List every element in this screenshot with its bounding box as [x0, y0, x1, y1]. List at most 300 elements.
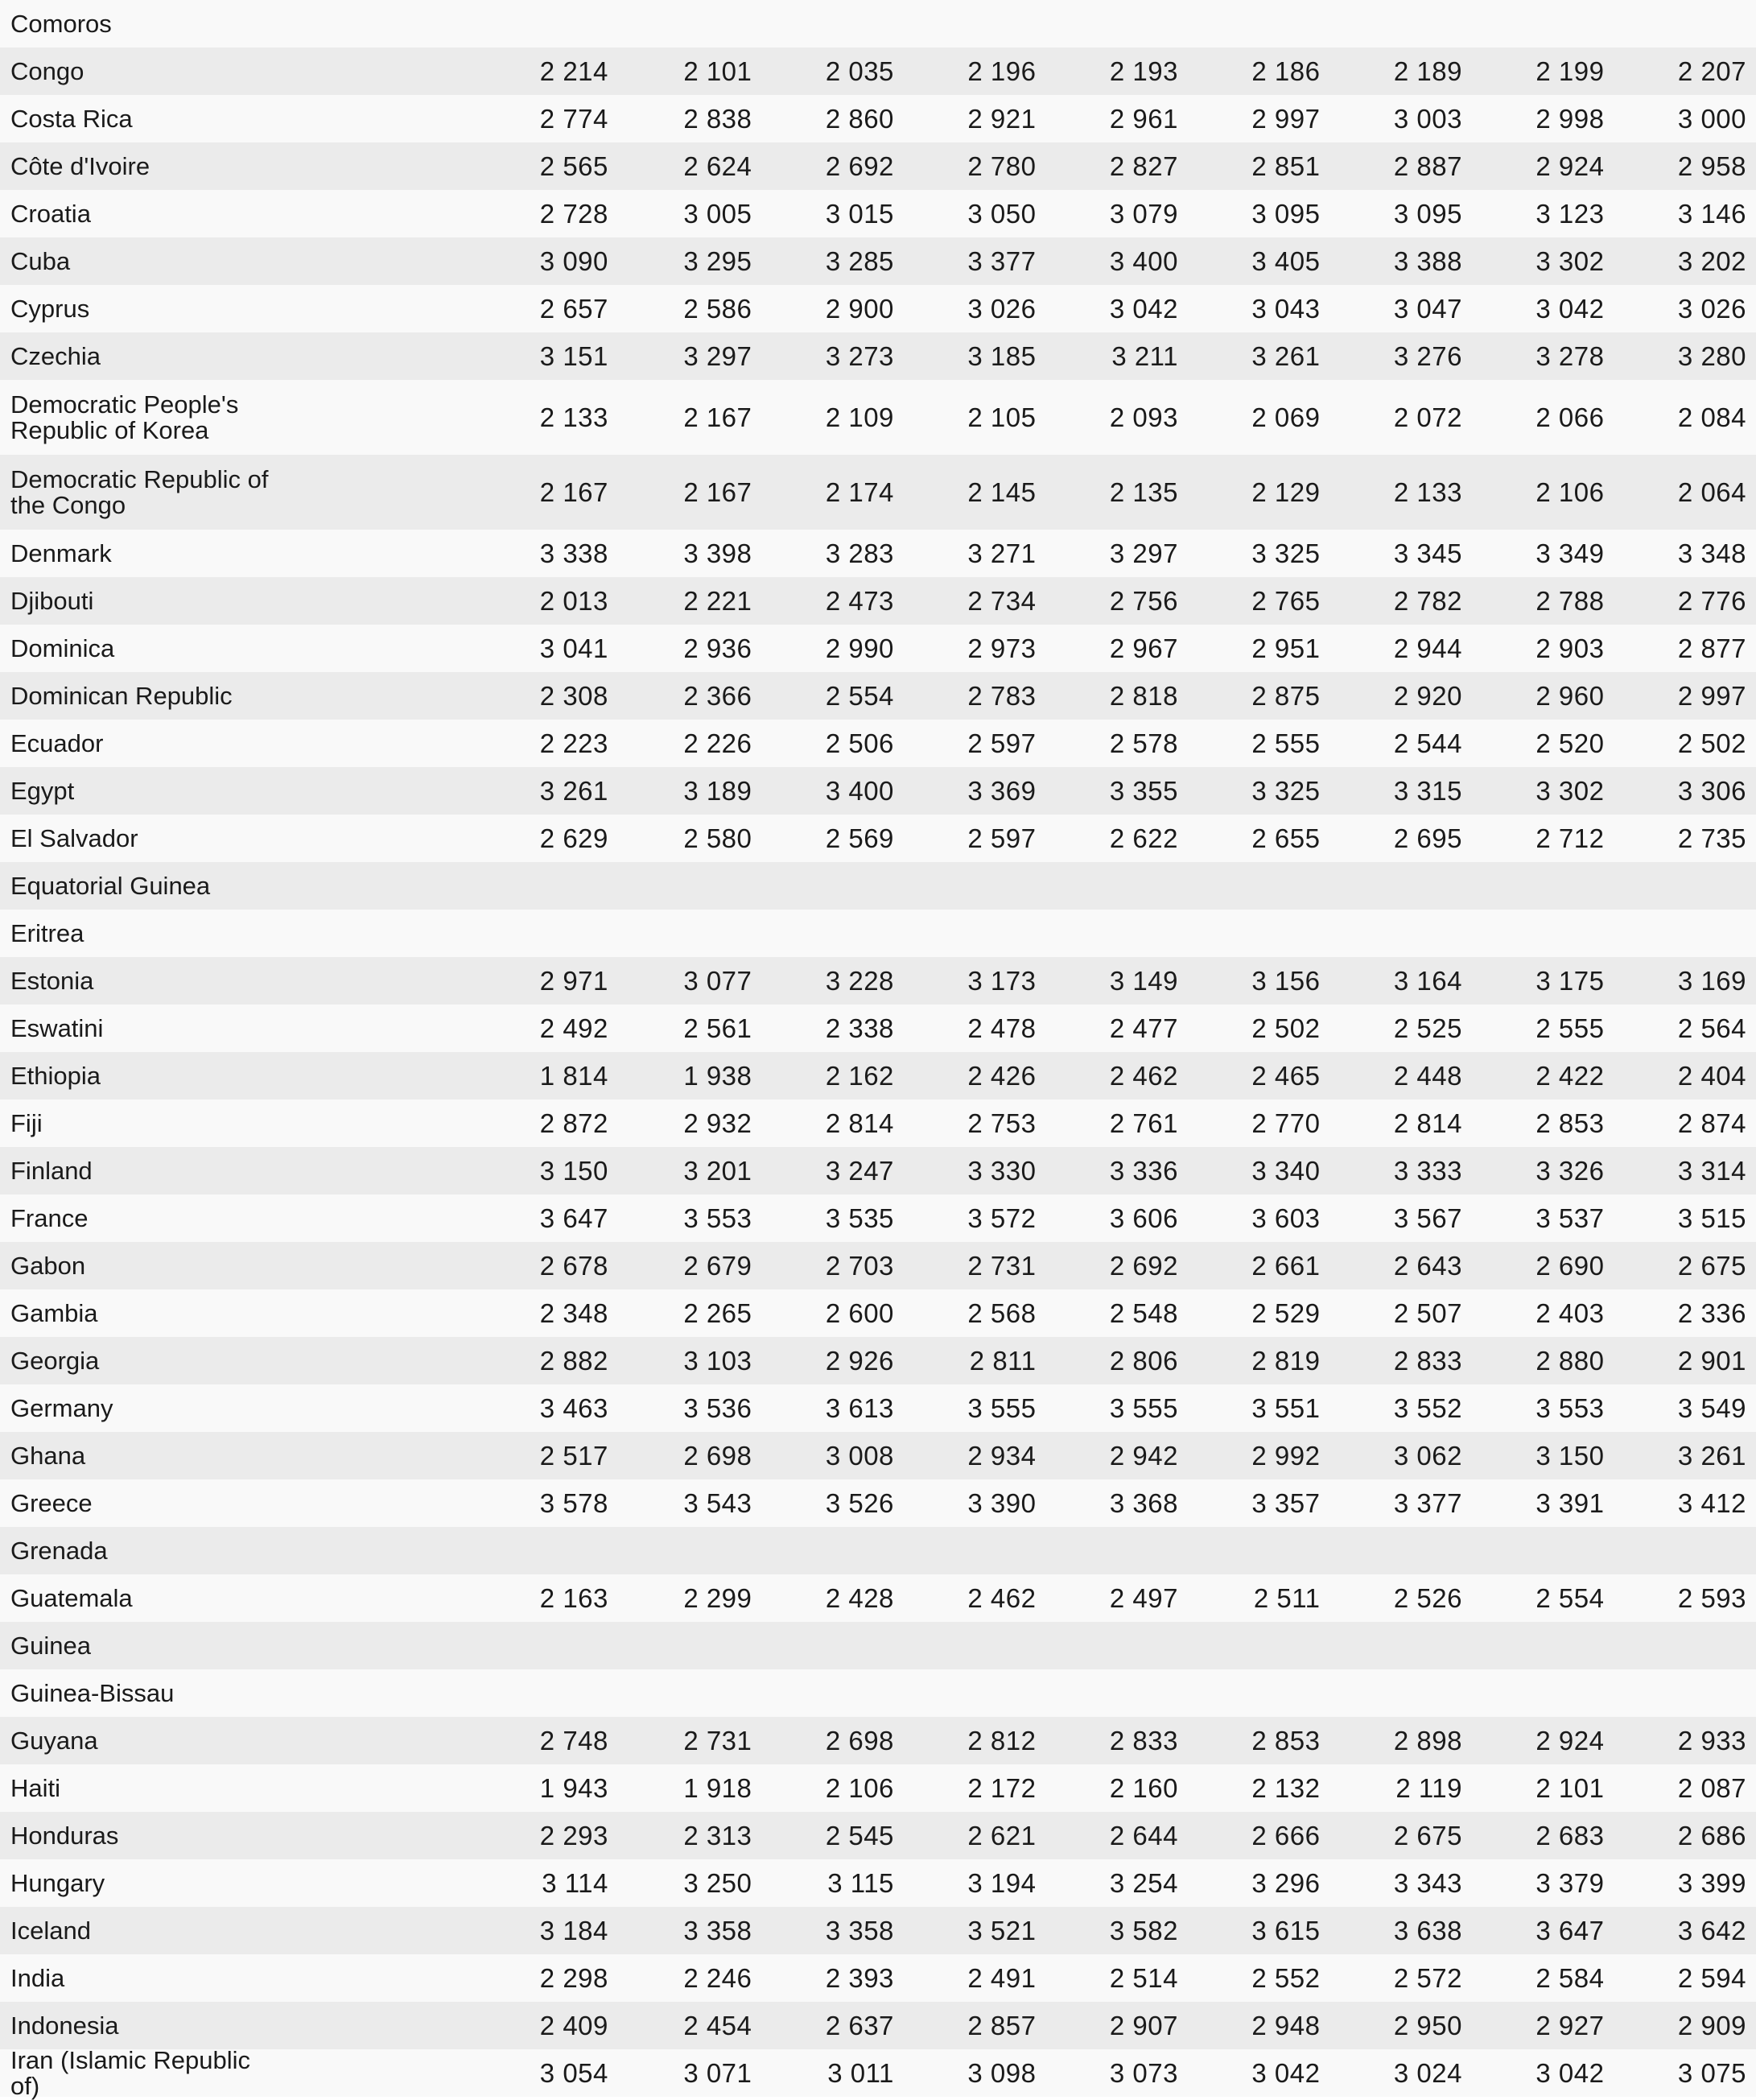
value-cell: 3 202 [1614, 246, 1756, 277]
value-cell: 2 924 [1472, 1726, 1614, 1756]
value-cell: 2 529 [1188, 1298, 1330, 1329]
table-row [0, 47, 1756, 95]
value-cell: 2 544 [1329, 728, 1472, 759]
value-cell: 2 934 [904, 1441, 1046, 1471]
value-cell: 2 101 [620, 56, 762, 87]
value-cell: 2 992 [1188, 1441, 1330, 1471]
value-cell: 3 150 [270, 1156, 620, 1186]
value-cell: 2 827 [1045, 151, 1188, 182]
country-name: Djibouti [0, 588, 270, 614]
value-cell: 3 169 [1614, 966, 1756, 996]
value-cell: 2 644 [1045, 1821, 1188, 1851]
value-cell: 2 105 [904, 402, 1046, 433]
country-name: Finland [0, 1158, 270, 1184]
value-cell: 2 409 [270, 2011, 620, 2041]
value-cell: 3 024 [1329, 2058, 1472, 2089]
value-cell: 2 565 [270, 151, 620, 182]
value-cell: 3 173 [904, 966, 1046, 996]
value-cell: 3 297 [620, 341, 762, 372]
value-cell: 2 637 [761, 2011, 904, 2041]
value-cell: 3 379 [1472, 1868, 1614, 1899]
value-cell: 2 465 [1188, 1061, 1330, 1091]
country-name: Costa Rica [0, 106, 270, 132]
value-cell: 2 520 [1472, 728, 1614, 759]
value-cell: 3 377 [904, 246, 1046, 277]
country-name: Grenada [0, 1538, 314, 1564]
value-cell: 2 880 [1472, 1346, 1614, 1376]
value-cell: 2 877 [1614, 633, 1756, 664]
value-cell: 2 555 [1188, 728, 1330, 759]
value-cell: 2 712 [1472, 823, 1614, 854]
value-cell: 2 731 [904, 1251, 1046, 1281]
value-cell: 2 404 [1614, 1061, 1756, 1091]
value-cell: 2 678 [270, 1251, 620, 1281]
value-cell: 3 357 [1188, 1488, 1330, 1519]
value-cell: 3 647 [1472, 1916, 1614, 1946]
value-cell: 3 054 [270, 2058, 620, 2089]
value-cell: 2 909 [1614, 2011, 1756, 2041]
value-cell: 2 695 [1329, 823, 1472, 854]
value-cell: 3 123 [1472, 199, 1614, 229]
value-cell: 3 526 [761, 1488, 904, 1519]
value-cell: 3 184 [270, 1916, 620, 1946]
value-cell: 2 932 [620, 1108, 762, 1139]
country-name: Guinea-Bissau [0, 1681, 314, 1706]
value-cell: 3 537 [1472, 1203, 1614, 1234]
value-cell: 3 325 [1188, 776, 1330, 807]
value-cell: 2 552 [1188, 1963, 1330, 1994]
country-name: Croatia [0, 201, 270, 227]
value-cell: 2 838 [620, 104, 762, 134]
value-cell: 3 390 [904, 1488, 1046, 1519]
value-cell: 2 507 [1329, 1298, 1472, 1329]
value-cell: 2 196 [904, 56, 1046, 87]
value-cell: 2 788 [1472, 586, 1614, 617]
value-cell: 2 366 [620, 681, 762, 712]
value-cell: 2 818 [1045, 681, 1188, 712]
country-name: Democratic People's Republic of Korea [0, 392, 270, 444]
country-name: Greece [0, 1491, 270, 1516]
value-cell: 2 013 [270, 586, 620, 617]
value-cell: 2 226 [620, 728, 762, 759]
value-cell: 2 491 [904, 1963, 1046, 1994]
value-cell: 2 783 [904, 681, 1046, 712]
value-cell: 3 026 [904, 294, 1046, 324]
country-name: Ghana [0, 1443, 270, 1469]
value-cell: 2 167 [270, 477, 620, 508]
value-cell: 3 336 [1045, 1156, 1188, 1186]
value-cell: 3 073 [1045, 2058, 1188, 2089]
value-cell: 3 325 [1188, 538, 1330, 569]
value-cell: 2 901 [1614, 1346, 1756, 1376]
value-cell: 3 062 [1329, 1441, 1472, 1471]
value-cell: 2 555 [1472, 1013, 1614, 1044]
value-cell: 2 774 [270, 104, 620, 134]
value-cell: 3 015 [761, 199, 904, 229]
country-name: Hungary [0, 1871, 270, 1896]
table-row [0, 1432, 1756, 1479]
value-cell: 2 545 [761, 1821, 904, 1851]
value-cell: 2 426 [904, 1061, 1046, 1091]
value-cell: 2 462 [904, 1583, 1046, 1614]
table-row [0, 1147, 1756, 1194]
value-cell: 3 026 [1614, 294, 1756, 324]
value-cell: 2 735 [1614, 823, 1756, 854]
country-name: Germany [0, 1396, 270, 1421]
value-cell: 2 761 [1045, 1108, 1188, 1139]
country-name: Indonesia [0, 2013, 270, 2039]
table-row [0, 625, 1756, 672]
value-cell: 2 692 [1045, 1251, 1188, 1281]
country-name: Cuba [0, 249, 270, 274]
value-cell: 3 047 [1329, 294, 1472, 324]
value-cell: 2 770 [1188, 1108, 1330, 1139]
value-cell: 3 377 [1329, 1488, 1472, 1519]
table-row [0, 1859, 1756, 1907]
value-cell: 2 690 [1472, 1251, 1614, 1281]
value-cell: 2 942 [1045, 1441, 1188, 1471]
value-cell: 3 000 [1614, 104, 1756, 134]
value-cell: 3 543 [620, 1488, 762, 1519]
value-cell: 3 615 [1188, 1916, 1330, 1946]
value-cell: 3 349 [1472, 538, 1614, 569]
value-cell: 3 355 [1045, 776, 1188, 807]
table-row [0, 0, 1756, 47]
value-cell: 2 782 [1329, 586, 1472, 617]
value-cell: 2 084 [1614, 402, 1756, 433]
table-row [0, 1005, 1756, 1052]
value-cell: 2 298 [270, 1963, 620, 1994]
value-cell: 2 109 [761, 402, 904, 433]
value-cell: 2 961 [1045, 104, 1188, 134]
value-cell: 3 201 [620, 1156, 762, 1186]
value-cell: 2 882 [270, 1346, 620, 1376]
value-cell: 2 338 [761, 1013, 904, 1044]
value-cell: 3 388 [1329, 246, 1472, 277]
value-cell: 2 207 [1614, 56, 1756, 87]
value-cell: 3 115 [761, 1868, 904, 1899]
value-cell: 3 156 [1188, 966, 1330, 996]
value-cell: 3 250 [620, 1868, 762, 1899]
value-cell: 3 297 [1045, 538, 1188, 569]
value-cell: 2 971 [270, 966, 620, 996]
value-cell: 3 549 [1614, 1393, 1756, 1424]
value-cell: 2 819 [1188, 1346, 1330, 1376]
value-cell: 2 132 [1188, 1773, 1330, 1804]
value-cell: 3 005 [620, 199, 762, 229]
value-cell: 3 278 [1472, 341, 1614, 372]
value-cell: 2 853 [1188, 1726, 1330, 1756]
country-name: Côte d'Ivoire [0, 154, 270, 179]
value-cell: 3 247 [761, 1156, 904, 1186]
value-cell: 3 146 [1614, 199, 1756, 229]
value-cell: 2 887 [1329, 151, 1472, 182]
value-cell: 3 276 [1329, 341, 1472, 372]
value-cell: 3 042 [1472, 294, 1614, 324]
value-cell: 2 069 [1188, 402, 1330, 433]
value-cell: 2 578 [1045, 728, 1188, 759]
value-cell: 2 199 [1472, 56, 1614, 87]
value-cell: 3 555 [1045, 1393, 1188, 1424]
value-cell: 2 655 [1188, 823, 1330, 854]
table-row [0, 1717, 1756, 1764]
table-row [0, 1194, 1756, 1242]
value-cell: 2 621 [904, 1821, 1046, 1851]
country-name: Guatemala [0, 1586, 270, 1611]
value-cell: 2 756 [1045, 586, 1188, 617]
value-cell: 2 926 [761, 1346, 904, 1376]
value-cell: 2 106 [761, 1773, 904, 1804]
value-cell: 3 412 [1614, 1488, 1756, 1519]
value-cell: 2 967 [1045, 633, 1188, 664]
value-cell: 2 569 [761, 823, 904, 854]
value-cell: 3 090 [270, 246, 620, 277]
value-cell: 2 129 [1188, 477, 1330, 508]
value-cell: 2 731 [620, 1726, 762, 1756]
value-cell: 2 780 [904, 151, 1046, 182]
value-cell: 2 167 [620, 402, 762, 433]
value-cell: 2 812 [904, 1726, 1046, 1756]
value-cell: 2 093 [1045, 402, 1188, 433]
table-row [0, 1527, 1756, 1574]
value-cell: 2 478 [904, 1013, 1046, 1044]
country-name: Czechia [0, 344, 270, 369]
value-cell: 2 851 [1188, 151, 1330, 182]
value-cell: 2 903 [1472, 633, 1614, 664]
value-cell: 2 950 [1329, 2011, 1472, 2041]
value-cell: 2 172 [904, 1773, 1046, 1804]
country-name: Ecuador [0, 731, 270, 757]
table-row [0, 1574, 1756, 1622]
value-cell: 2 973 [904, 633, 1046, 664]
value-cell: 2 734 [904, 586, 1046, 617]
value-cell: 2 308 [270, 681, 620, 712]
country-name: Guyana [0, 1728, 270, 1754]
value-cell: 2 814 [761, 1108, 904, 1139]
value-cell: 3 295 [620, 246, 762, 277]
value-cell: 3 572 [904, 1203, 1046, 1234]
value-cell: 2 221 [620, 586, 762, 617]
value-cell: 3 254 [1045, 1868, 1188, 1899]
country-name: Iran (Islamic Republic of) [0, 2048, 270, 2099]
table-row [0, 720, 1756, 767]
value-cell: 2 921 [904, 104, 1046, 134]
country-name: Egypt [0, 778, 270, 804]
table-row [0, 1289, 1756, 1337]
table-row [0, 1669, 1756, 1717]
value-cell: 2 872 [270, 1108, 620, 1139]
value-cell: 2 145 [904, 477, 1046, 508]
value-cell: 3 283 [761, 538, 904, 569]
value-cell: 2 944 [1329, 633, 1472, 664]
value-cell: 3 175 [1472, 966, 1614, 996]
country-name: Eswatini [0, 1016, 270, 1042]
value-cell: 3 391 [1472, 1488, 1614, 1519]
value-cell: 2 860 [761, 104, 904, 134]
value-cell: 2 526 [1329, 1583, 1472, 1614]
value-cell: 2 502 [1188, 1013, 1330, 1044]
value-cell: 2 997 [1188, 104, 1330, 134]
value-cell: 3 228 [761, 966, 904, 996]
value-cell: 2 160 [1045, 1773, 1188, 1804]
country-name: Georgia [0, 1348, 270, 1374]
table-row [0, 672, 1756, 720]
value-cell: 3 521 [904, 1916, 1046, 1946]
value-cell: 2 698 [620, 1441, 762, 1471]
value-cell: 2 517 [270, 1441, 620, 1471]
value-cell: 3 567 [1329, 1203, 1472, 1234]
value-cell: 2 246 [620, 1963, 762, 1994]
value-cell: 2 568 [904, 1298, 1046, 1329]
value-cell: 3 642 [1614, 1916, 1756, 1946]
value-cell: 3 151 [270, 341, 620, 372]
table-row [0, 455, 1756, 530]
value-cell: 2 502 [1614, 728, 1756, 759]
value-cell: 2 293 [270, 1821, 620, 1851]
value-cell: 2 698 [761, 1726, 904, 1756]
value-cell: 3 647 [270, 1203, 620, 1234]
value-cell: 3 075 [1614, 2058, 1756, 2089]
value-cell: 3 306 [1614, 776, 1756, 807]
value-cell: 3 515 [1614, 1203, 1756, 1234]
value-cell: 3 400 [1045, 246, 1188, 277]
value-cell: 2 422 [1472, 1061, 1614, 1091]
value-cell: 3 261 [1614, 1441, 1756, 1471]
value-cell: 3 280 [1614, 341, 1756, 372]
value-cell: 2 448 [1329, 1061, 1472, 1091]
table-row [0, 862, 1756, 910]
value-cell: 3 079 [1045, 199, 1188, 229]
value-cell: 2 997 [1614, 681, 1756, 712]
value-cell: 1 943 [270, 1773, 620, 1804]
value-cell: 3 285 [761, 246, 904, 277]
value-cell: 3 603 [1188, 1203, 1330, 1234]
value-cell: 2 101 [1472, 1773, 1614, 1804]
value-cell: 3 189 [620, 776, 762, 807]
value-cell: 3 315 [1329, 776, 1472, 807]
value-cell: 3 399 [1614, 1868, 1756, 1899]
table-row [0, 1812, 1756, 1859]
value-cell: 2 624 [620, 151, 762, 182]
value-cell: 2 403 [1472, 1298, 1614, 1329]
country-name: Eritrea [0, 921, 314, 947]
value-cell: 2 214 [270, 56, 620, 87]
value-cell: 2 833 [1045, 1726, 1188, 1756]
country-name: Dominica [0, 636, 270, 662]
country-name: Gambia [0, 1301, 270, 1326]
value-cell: 3 582 [1045, 1916, 1188, 1946]
value-cell: 2 186 [1188, 56, 1330, 87]
value-cell: 3 463 [270, 1393, 620, 1424]
value-cell: 2 514 [1045, 1963, 1188, 1994]
value-cell: 2 990 [761, 633, 904, 664]
value-cell: 2 336 [1614, 1298, 1756, 1329]
table-row [0, 332, 1756, 380]
value-cell: 2 900 [761, 294, 904, 324]
value-cell: 3 536 [620, 1393, 762, 1424]
value-cell: 2 907 [1045, 2011, 1188, 2041]
value-cell: 2 064 [1614, 477, 1756, 508]
value-cell: 2 492 [270, 1013, 620, 1044]
value-cell: 3 042 [1472, 2058, 1614, 2089]
value-cell: 3 606 [1045, 1203, 1188, 1234]
table-row [0, 2002, 1756, 2049]
table-row [0, 1052, 1756, 1100]
table-row [0, 530, 1756, 577]
value-cell: 2 477 [1045, 1013, 1188, 1044]
value-cell: 2 428 [761, 1583, 904, 1614]
value-cell: 2 174 [761, 477, 904, 508]
value-cell: 3 368 [1045, 1488, 1188, 1519]
value-cell: 3 405 [1188, 246, 1330, 277]
value-cell: 3 114 [270, 1868, 620, 1899]
table-row [0, 1337, 1756, 1384]
country-name: Estonia [0, 968, 270, 994]
value-cell: 3 164 [1329, 966, 1472, 996]
value-cell: 2 958 [1614, 151, 1756, 182]
value-cell: 2 675 [1329, 1821, 1472, 1851]
value-cell: 2 927 [1472, 2011, 1614, 2041]
value-cell: 2 683 [1472, 1821, 1614, 1851]
value-cell: 3 098 [904, 2058, 1046, 2089]
value-cell: 2 548 [1045, 1298, 1188, 1329]
value-cell: 3 400 [761, 776, 904, 807]
value-cell: 3 369 [904, 776, 1046, 807]
value-cell: 2 313 [620, 1821, 762, 1851]
value-cell: 3 302 [1472, 776, 1614, 807]
value-cell: 3 578 [270, 1488, 620, 1519]
value-cell: 2 597 [904, 823, 1046, 854]
country-name: Guinea [0, 1633, 314, 1659]
value-cell: 2 299 [620, 1583, 762, 1614]
value-cell: 2 584 [1472, 1963, 1614, 1994]
value-cell: 2 692 [761, 151, 904, 182]
value-cell: 2 506 [761, 728, 904, 759]
value-cell: 3 338 [270, 538, 620, 569]
value-cell: 3 071 [620, 2058, 762, 2089]
value-cell: 2 162 [761, 1061, 904, 1091]
value-cell: 2 189 [1329, 56, 1472, 87]
value-cell: 2 454 [620, 2011, 762, 2041]
value-cell: 3 095 [1188, 199, 1330, 229]
value-cell: 2 675 [1614, 1251, 1756, 1281]
value-cell: 2 600 [761, 1298, 904, 1329]
value-cell: 2 857 [904, 2011, 1046, 2041]
value-cell: 3 340 [1188, 1156, 1330, 1186]
value-cell: 2 597 [904, 728, 1046, 759]
value-cell: 2 135 [1045, 477, 1188, 508]
value-cell: 2 874 [1614, 1108, 1756, 1139]
value-cell: 2 511 [1188, 1583, 1330, 1614]
value-cell: 2 728 [270, 199, 620, 229]
value-cell: 1 918 [620, 1773, 762, 1804]
value-cell: 2 554 [761, 681, 904, 712]
value-cell: 3 273 [761, 341, 904, 372]
country-name: France [0, 1206, 270, 1232]
value-cell: 2 554 [1472, 1583, 1614, 1614]
value-cell: 2 806 [1045, 1346, 1188, 1376]
value-cell: 2 898 [1329, 1726, 1472, 1756]
value-cell: 3 296 [1188, 1868, 1330, 1899]
value-cell: 2 776 [1614, 586, 1756, 617]
country-name: Congo [0, 59, 270, 85]
value-cell: 2 765 [1188, 586, 1330, 617]
value-cell: 2 393 [761, 1963, 904, 1994]
value-cell: 2 163 [270, 1583, 620, 1614]
value-cell: 3 343 [1329, 1868, 1472, 1899]
table-row [0, 815, 1756, 862]
value-cell: 2 133 [1329, 477, 1472, 508]
